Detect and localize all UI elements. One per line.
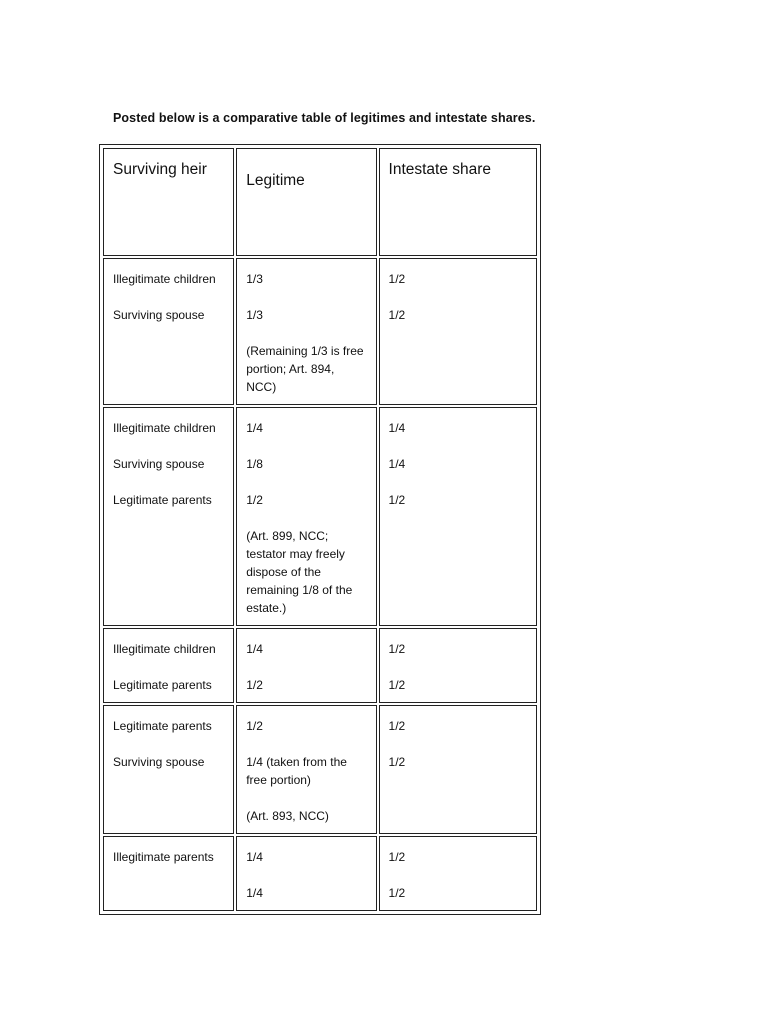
legitime-cell: [236, 628, 376, 703]
cell-line: Surviving spouse: [113, 457, 205, 471]
cell-line: 1/4 (taken from the free portion): [246, 755, 347, 787]
intestate-cell: [379, 407, 537, 626]
cell-line: Surviving spouse: [113, 755, 205, 769]
legitime-cell: [236, 258, 376, 405]
cell-line: 1/2: [246, 493, 263, 507]
heir-cell: [103, 258, 234, 405]
heir-cell: [103, 407, 234, 626]
cell-line: Illegitimate children: [113, 421, 216, 435]
cell-line: (Remaining 1/3 is free portion; Art. 894, NCC): [246, 344, 364, 394]
cell-line: 1/3: [246, 272, 263, 286]
cell-line: 1/2: [246, 678, 263, 692]
cell-line: 1/2: [388, 678, 406, 692]
cell-line: 1/2: [388, 719, 406, 733]
heir-cell: [103, 628, 234, 703]
cell-line: Legitimate parents: [113, 719, 212, 733]
table-row: [103, 705, 537, 834]
table-row: [103, 258, 537, 405]
comparative-table: [99, 144, 541, 915]
cell-line: 1/2: [246, 719, 263, 733]
cell-line: 1/4: [246, 850, 263, 864]
table-header-row: [103, 148, 537, 256]
table-row: [103, 628, 537, 703]
cell-line: 1/2: [388, 493, 406, 507]
table-row: [103, 407, 537, 626]
cell-line: 1/4: [246, 642, 263, 656]
header-intestate-share: Intestate share: [379, 148, 537, 256]
cell-line: 1/4: [388, 457, 406, 471]
cell-line: (Art. 893, NCC): [246, 809, 329, 823]
cell-line: 1/4: [246, 886, 263, 900]
header-surviving-heir: Surviving heir: [103, 148, 234, 256]
legitime-cell: [236, 836, 376, 911]
cell-line: 1/4: [246, 421, 263, 435]
header-legitime: Legitime: [236, 148, 376, 256]
intro-text: Posted below is a comparative table of legitimes and intestate shares.: [113, 111, 536, 125]
cell-line: 1/2: [388, 272, 406, 286]
cell-line: Surviving spouse: [113, 308, 205, 322]
intestate-cell: [379, 705, 537, 834]
intestate-cell: [379, 628, 537, 703]
cell-line: Legitimate parents: [113, 493, 212, 507]
cell-line: 1/2: [388, 755, 406, 769]
heir-cell: [103, 705, 234, 834]
heir-cell: [103, 836, 234, 911]
cell-line: (Art. 899, NCC; testator may freely dispose of the remaining 1/8 of the estate.): [246, 529, 353, 615]
cell-line: 1/2: [388, 642, 406, 656]
cell-line: 1/2: [388, 308, 406, 322]
table-row: [103, 836, 537, 911]
cell-line: Illegitimate children: [113, 642, 216, 656]
cell-line: Legitimate parents: [113, 678, 212, 692]
cell-line: Illegitimate children: [113, 272, 216, 286]
cell-line: 1/4: [388, 421, 406, 435]
cell-line: 1/3: [246, 308, 263, 322]
intestate-cell: [379, 836, 537, 911]
legitime-cell: [236, 705, 376, 834]
intestate-cell: [379, 258, 537, 405]
cell-line: 1/2: [388, 886, 406, 900]
legitime-cell: [236, 407, 376, 626]
cell-line: 1/8: [246, 457, 263, 471]
cell-line: 1/2: [388, 850, 406, 864]
cell-line: Illegitimate parents: [113, 850, 214, 864]
legitimes-table: [101, 146, 539, 913]
